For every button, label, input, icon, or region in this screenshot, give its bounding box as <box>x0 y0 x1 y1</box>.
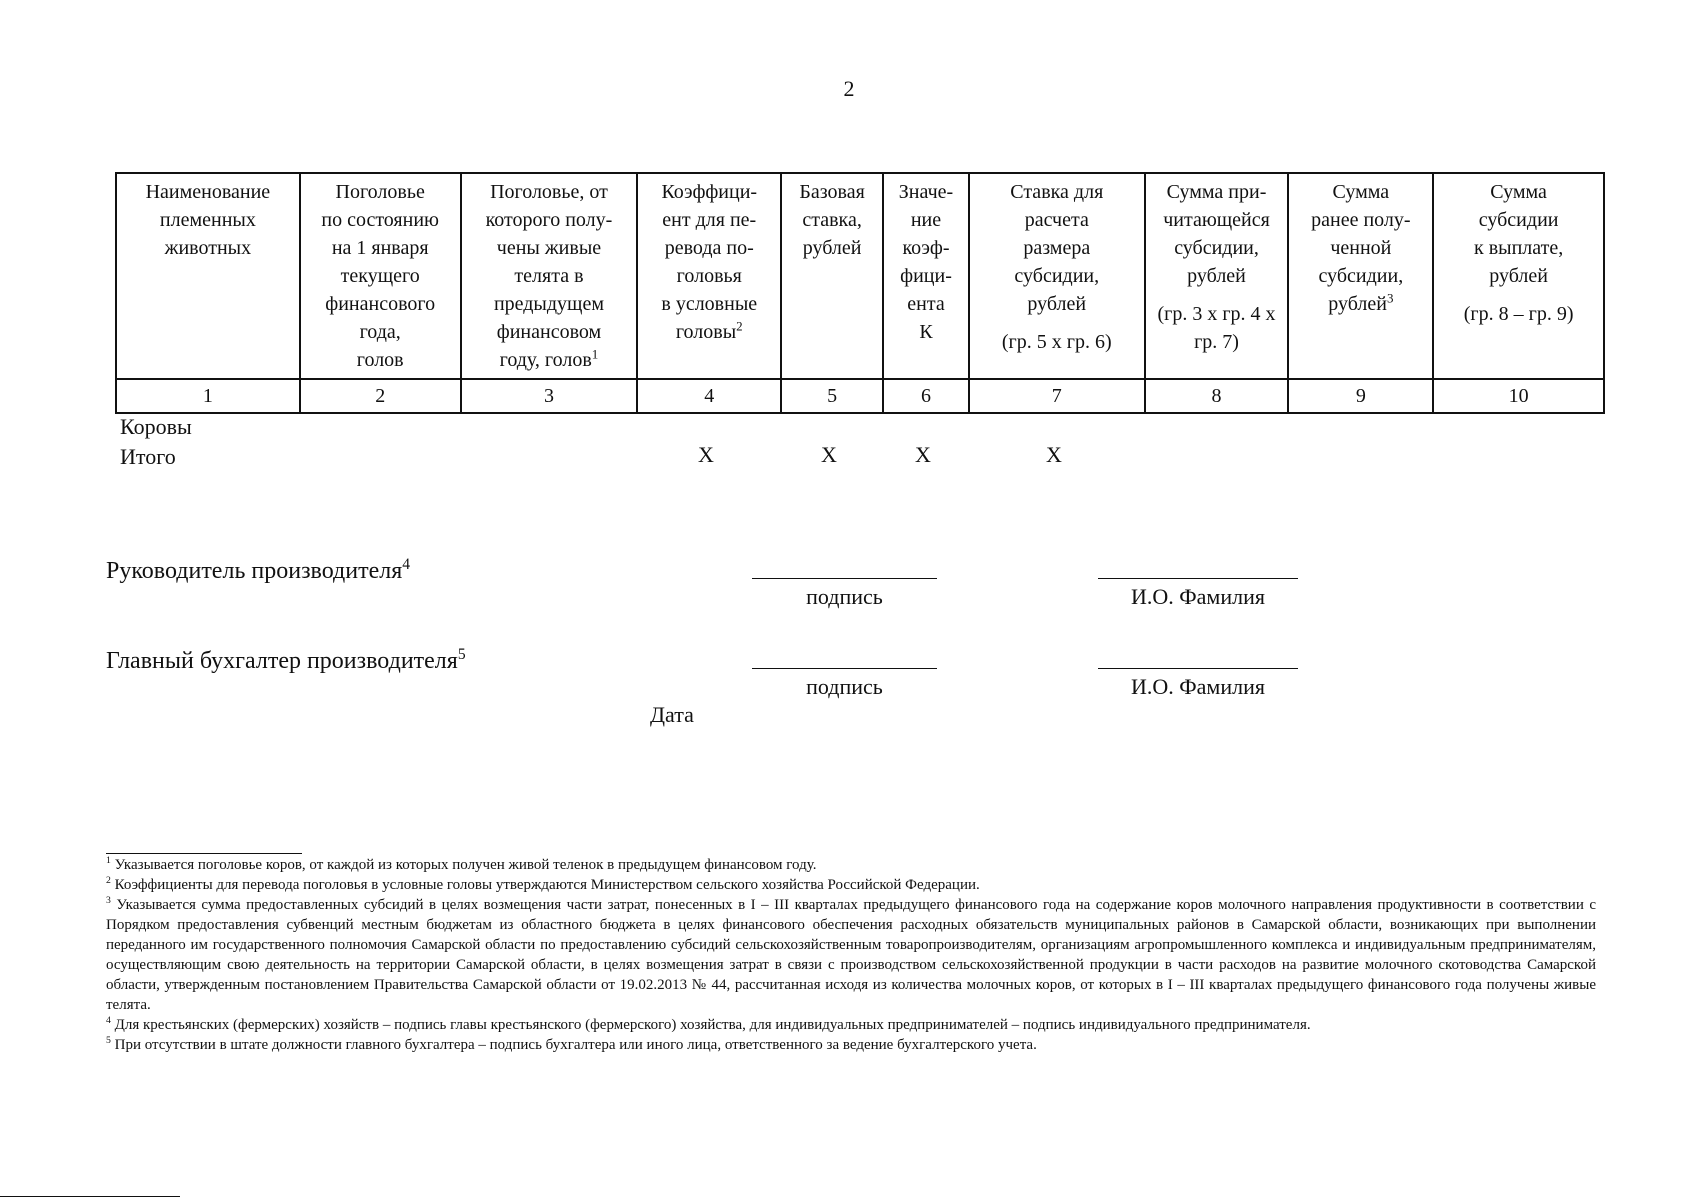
header-line: Коэффици- <box>661 181 758 203</box>
header-line: рублей <box>1027 293 1087 315</box>
x-mark: Х <box>698 442 714 467</box>
header-line: по состоянию <box>321 209 439 231</box>
header-line: Сумма при- <box>1166 181 1267 203</box>
header-line: телята в <box>514 265 584 287</box>
header-line: фици- <box>900 265 952 287</box>
table-header-row <box>116 173 1604 379</box>
footnote-separator <box>106 853 302 854</box>
header-line: размера <box>1023 237 1091 259</box>
header-line: субсидии, <box>1318 265 1404 287</box>
header-line: года, <box>359 321 401 343</box>
date-label: Дата <box>650 702 694 727</box>
column-number-row <box>116 379 1604 413</box>
footnote-ref: 3 <box>1386 290 1394 306</box>
x-mark: Х <box>821 442 837 467</box>
header-line: чены живые <box>496 237 602 259</box>
column-number: 9 <box>1288 379 1433 413</box>
page-number: 2 <box>843 76 855 101</box>
header-formula: (гр. 8 – гр. 9) <box>1463 303 1574 325</box>
header-line: ние <box>910 209 942 231</box>
header-formula: (гр. 3 х гр. 4 х гр. 7) <box>1157 303 1276 353</box>
header-line: субсидии, <box>1014 265 1100 287</box>
header-line: Значе- <box>898 181 954 203</box>
column-number: 7 <box>969 379 1145 413</box>
header-line: Поголовье, от <box>490 181 608 203</box>
header-line: головы <box>675 321 737 343</box>
header-line: рублей <box>1328 293 1387 315</box>
header-line: ент для пе- <box>662 209 757 231</box>
header-cell <box>969 173 1145 379</box>
header-line: ставка, <box>802 209 862 231</box>
header-line: финансового <box>325 293 436 315</box>
footnote: $^1$ Указывается поголовье коров, от каждой из которых получен живой теленок в предыдущем финансовом году. <box>106 855 817 873</box>
row-label-total: Итого <box>120 444 176 469</box>
footnote: $^2$ Коэффициенты для перевода поголовья в условные головы утверждаются Министерством сельского хозяйства Российской Федерации. <box>106 875 980 893</box>
header-line: текущего <box>340 265 420 287</box>
column-number: 10 <box>1433 379 1604 413</box>
header-line: на 1 января <box>331 237 429 259</box>
header-line: голов <box>356 349 404 371</box>
head-name-caption: И.О. Фамилия <box>1131 584 1265 609</box>
head-name-line <box>1098 578 1298 579</box>
accountant-name-line <box>1098 668 1298 669</box>
head-signature-title: Руководитель производителя$^4$ <box>106 556 411 584</box>
column-number: 8 <box>1145 379 1289 413</box>
header-cell <box>637 173 781 379</box>
column-number: 2 <box>300 379 461 413</box>
column-number: 1 <box>116 379 300 413</box>
footnote: $^4$ Для крестьянских (фермерских) хозяйств – подпись главы крестьянского (фермерского) хозяйства, для индивидуальных предпринимателей – подпись индивидуального предпринимателя. <box>106 1015 1311 1033</box>
subsidy-table <box>115 172 1605 414</box>
column-number: 3 <box>461 379 638 413</box>
accountant-sign-line <box>752 668 937 669</box>
header-line: рублей <box>802 237 862 259</box>
footnote-ref: 1 <box>591 346 599 362</box>
footnote: $^5$ При отсутствии в штате должности главного бухгалтера – подпись бухгалтера или иного лица, ответственного за ведение бухгалтерского учета. <box>106 1035 1037 1053</box>
header-line: К <box>919 321 933 343</box>
column-number: 6 <box>883 379 969 413</box>
header-line: к выплате, <box>1473 237 1564 259</box>
header-line: головья <box>676 265 742 287</box>
header-line: Базовая <box>799 181 865 203</box>
header-line: субсидии, <box>1174 237 1259 259</box>
header-line: которого полу- <box>485 209 613 231</box>
header-formula: (гр. 5 х гр. 6) <box>1001 331 1112 353</box>
header-line: в условные <box>661 293 758 315</box>
header-line: коэф- <box>902 237 950 259</box>
accountant-signature-title: Главный бухгалтер производителя$^5$ <box>106 646 466 674</box>
x-mark: Х <box>1046 442 1062 467</box>
header-line: ревода по- <box>664 237 754 259</box>
header-line: предыдущем <box>493 293 604 315</box>
header-line: Ставка для <box>1010 181 1104 203</box>
column-number: 5 <box>781 379 883 413</box>
header-cell <box>1145 173 1289 379</box>
header-line: племенных <box>159 209 256 231</box>
header-cell <box>461 173 638 379</box>
footnotes <box>106 855 1596 1055</box>
header-line: субсидии <box>1478 209 1559 231</box>
header-line: рублей <box>1187 265 1246 287</box>
accountant-name-caption: И.О. Фамилия <box>1131 674 1265 699</box>
header-line: финансовом <box>496 321 602 343</box>
header-line: Сумма <box>1490 181 1547 203</box>
row-label-cows: Коровы <box>120 414 192 439</box>
header-cell <box>1288 173 1433 379</box>
header-line: Поголовье <box>335 181 425 203</box>
header-cell <box>300 173 461 379</box>
header-line: животных <box>164 237 252 259</box>
header-line: году, голов <box>499 349 592 371</box>
footnote: $^3$ Указывается сумма предоставленных субсидий в целях возмещения части затрат, понесенных в I – III кварталах предыдущего финансового года на содержание коров молочного направления продуктивности в соответствии с Порядком предоставления субвенций местным бюджетам из областного бюджета в целях финансового обеспечения расходных обязательств муниципальных районов в Самарской области, возникающих при выполнении переданного им государственного полномочия Самарской области по предоставлению субсидий сельскохозяйственным товаропроизводителям, организациям агропромышленного комплекса и индивидуальным предпринимателям, осуществляющим свою деятельность на территории Самарской области, в целях возмещения затрат в связи с производством сельскохозяйственной продукции в части расходов на развитие молочного скотоводства Самарской области, утвержденным постановлением Правительства Самарской области от 19.02.2013 № 44, рассчитанная исходя из количества молочных коров, от которых в I – III кварталах предыдущего финансового года получены живые телята. <box>106 895 1596 1013</box>
head-sign-caption: подпись <box>806 584 883 609</box>
bottom-rule <box>0 1196 180 1197</box>
footnote-ref: 2 <box>736 318 743 334</box>
header-line: ента <box>907 293 945 315</box>
header-cell <box>116 173 300 379</box>
accountant-sign-caption: подпись <box>806 674 883 699</box>
head-sign-line <box>752 578 937 579</box>
x-mark: Х <box>915 442 931 467</box>
header-line: ченной <box>1330 237 1392 259</box>
header-line: рублей <box>1489 265 1548 287</box>
header-line: ранее полу- <box>1311 209 1411 231</box>
header-line: расчета <box>1024 209 1089 231</box>
header-line: Сумма <box>1332 181 1390 203</box>
header-cell <box>1433 173 1604 379</box>
header-cell <box>781 173 883 379</box>
header-cell <box>883 173 969 379</box>
header-line: читающейся <box>1163 209 1270 231</box>
column-number: 4 <box>637 379 781 413</box>
header-line: Наименование <box>145 181 271 203</box>
